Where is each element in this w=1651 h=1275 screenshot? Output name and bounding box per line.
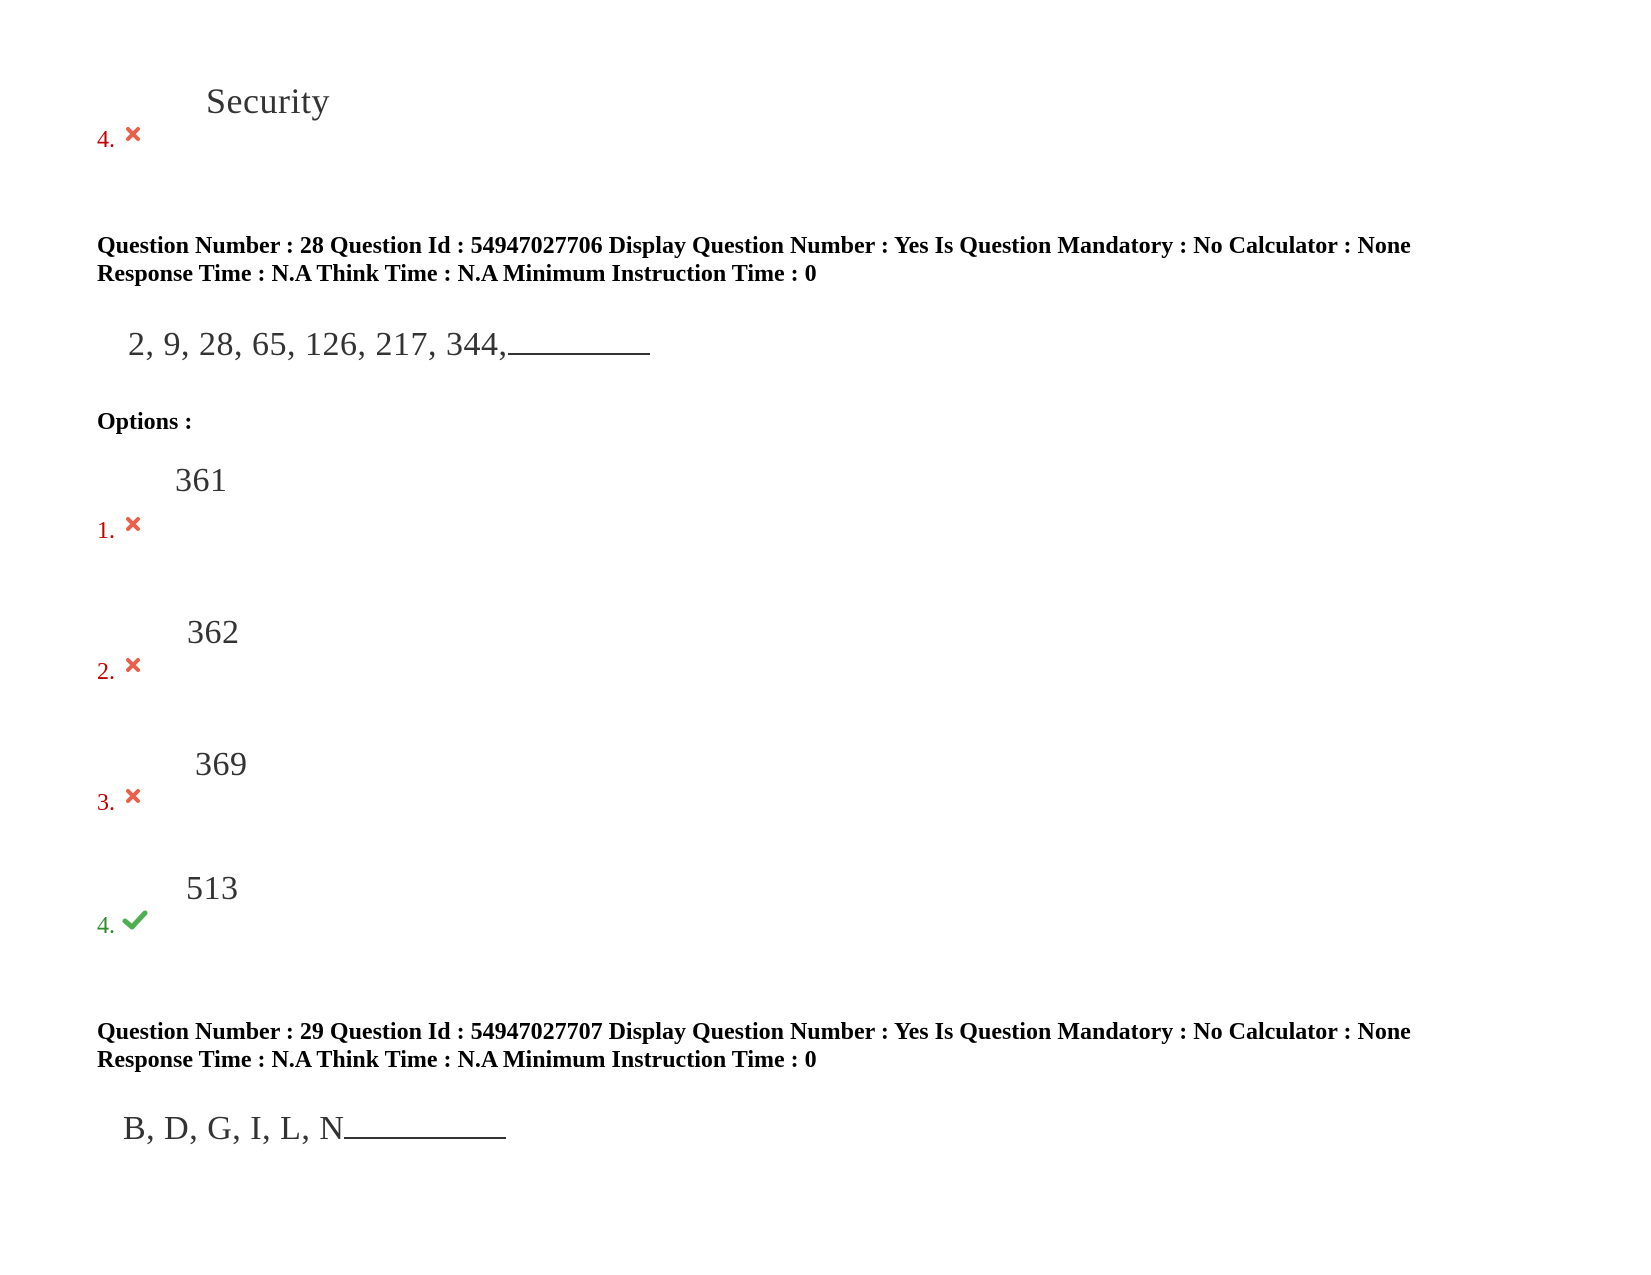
check-icon xyxy=(122,909,148,931)
option-3-number: 3. xyxy=(97,790,115,816)
cross-icon xyxy=(125,126,141,142)
cross-icon xyxy=(125,516,141,532)
option-2-text: 362 xyxy=(187,614,240,651)
option-1-text: 361 xyxy=(175,462,228,499)
question-29-text xyxy=(123,1110,506,1148)
option-3-text: 369 xyxy=(195,746,248,783)
option-2-number: 2. xyxy=(97,659,115,685)
answer-blank xyxy=(508,353,650,355)
prev-option-4-text: Security xyxy=(206,81,330,121)
prev-option-4-number: 4. xyxy=(97,127,115,153)
answer-blank xyxy=(344,1137,506,1139)
question-28-meta-line-2: Response Time : N.A Think Time : N.A Minimum Instruction Time : 0 xyxy=(97,261,817,287)
cross-icon xyxy=(125,657,141,673)
question-29-sequence: B, D, G, I, L, N xyxy=(123,1110,345,1147)
option-4-text: 513 xyxy=(186,870,239,907)
option-4-number: 4. xyxy=(97,913,115,939)
question-29-meta-line-1: Question Number : 29 Question Id : 54947027707 Display Question Number : Yes Is Question Mandatory : No Calculator : None xyxy=(97,1019,1411,1045)
question-28-text xyxy=(128,326,650,364)
question-29-meta-line-2: Response Time : N.A Think Time : N.A Minimum Instruction Time : 0 xyxy=(97,1047,817,1073)
option-1-number: 1. xyxy=(97,518,115,544)
options-label: Options : xyxy=(97,409,193,435)
question-28-sequence: 2, 9, 28, 65, 126, 217, 344, xyxy=(128,326,508,363)
question-28-meta-line-1: Question Number : 28 Question Id : 54947027706 Display Question Number : Yes Is Question Mandatory : No Calculator : None xyxy=(97,233,1411,259)
cross-icon xyxy=(125,788,141,804)
